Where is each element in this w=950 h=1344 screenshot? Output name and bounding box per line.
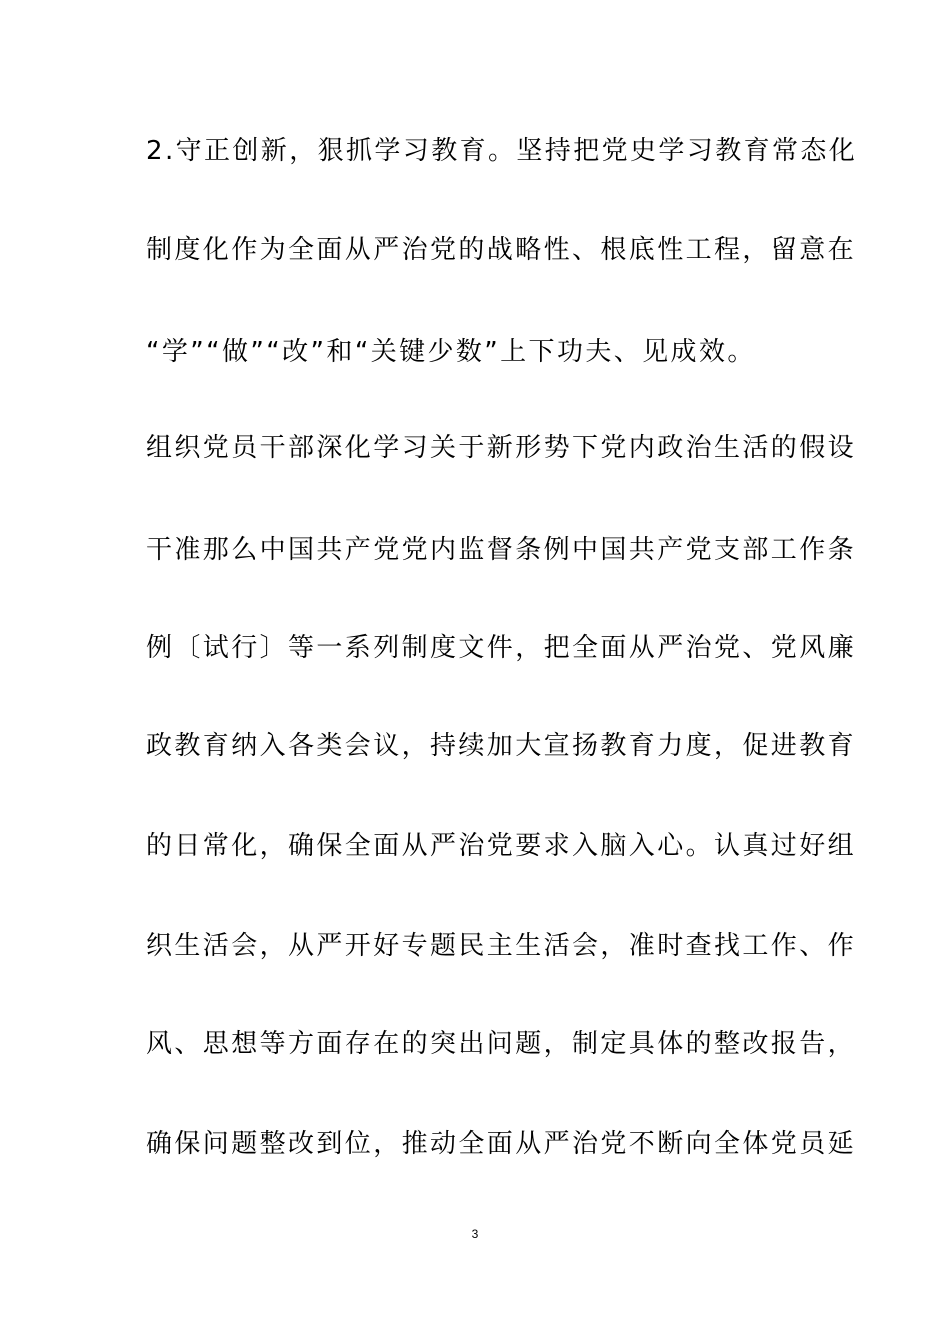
paragraph-line: 2.守正创新，狠抓学习教育。坚持把党史学习教育常态化 <box>146 136 858 166</box>
paragraph-line: 的日常化，确保全面从严治党要求入脑入心。认真过好组 <box>146 831 857 861</box>
paragraph-line: 例〔试行〕等一系列制度文件，把全面从严治党、党风廉 <box>146 633 857 663</box>
paragraph-line: 确保问题整改到位，推动全面从严治党不断向全体党员延 <box>146 1129 857 1159</box>
paragraph-line: 组织党员干部深化学习关于新形势下党内政治生活的假设 <box>146 433 857 463</box>
paragraph-line: 干准那么中国共产党党内监督条例中国共产党支部工作条 <box>146 535 857 565</box>
paragraph-line: 织生活会，从严开好专题民主生活会，准时查找工作、作 <box>146 931 857 961</box>
paragraph-line: 风、思想等方面存在的突出问题，制定具体的整改报告， <box>146 1029 857 1059</box>
paragraph-line: “学”“做”“改”和“关键少数”上下功夫、见成效。 <box>146 337 756 367</box>
paragraph-line: 政教育纳入各类会议，持续加大宣扬教育力度，促进教育 <box>146 731 857 761</box>
page-number: 3 <box>471 1227 479 1241</box>
paragraph-line: 制度化作为全面从严治党的战略性、根底性工程，留意在 <box>146 235 857 265</box>
